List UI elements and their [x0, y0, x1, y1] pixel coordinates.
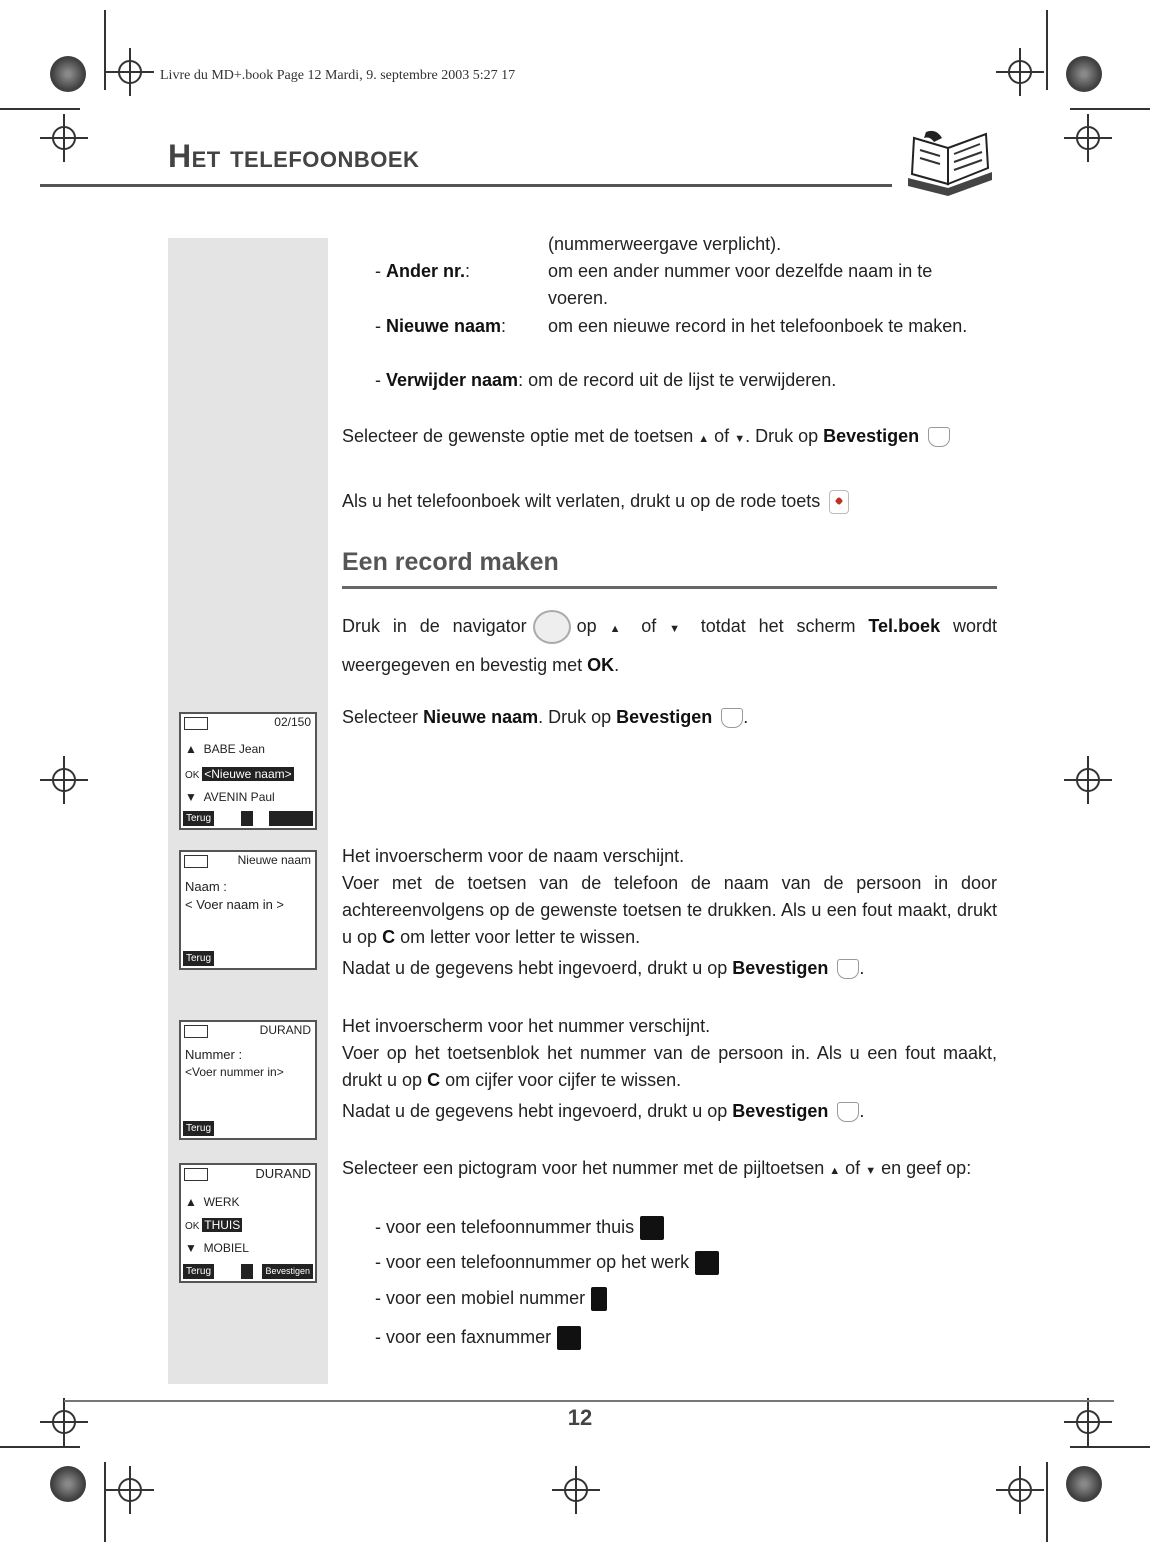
softkey-middle: [241, 1264, 253, 1279]
phonebook-screen-icon: [184, 717, 208, 730]
crop-mark: [0, 1446, 80, 1448]
registration-disc-icon: [50, 56, 86, 92]
crop-mark: [1046, 10, 1048, 90]
softkey-terug: Terug: [183, 1264, 214, 1279]
crosshair-mark-icon: [1076, 1410, 1100, 1434]
step-select-pictogram: Selecteer een pictogram voor het nummer met de pijltoetsen ▲ of ▼ en geef op:: [342, 1158, 972, 1178]
print-info-line: Livre du MD+.book Page 12 Mardi, 9. septembre 2003 5:27 17: [160, 68, 516, 83]
down-arrow-icon: ▼: [669, 623, 688, 635]
page-number: 12: [567, 1405, 593, 1430]
confirm-key-icon: [837, 1102, 859, 1122]
list-item: - voor een faxnummer: [375, 1324, 581, 1351]
up-arrow-icon: ▲: [829, 1165, 841, 1177]
option-desc: (nummerweergave verplicht).: [548, 234, 782, 254]
screen-row: ▲ WERK: [185, 1195, 240, 1209]
crosshair-mark-icon: [118, 1478, 142, 1502]
crop-mark: [104, 10, 106, 90]
screen-row-selected: OK THUIS: [185, 1218, 241, 1232]
red-end-key-icon: [829, 490, 849, 514]
crosshair-mark-icon: [1076, 126, 1100, 150]
crop-mark: [0, 108, 80, 110]
confirm-key-icon: [721, 708, 743, 728]
crop-mark: [1070, 108, 1150, 110]
option-label-nieuwe-naam: - Nieuwe naam:: [375, 316, 507, 336]
option-label-ander-nr: - Ander nr.:: [375, 261, 471, 281]
phone-screen-number-entry: [179, 1020, 317, 1140]
screen-row: ▼ MOBIEL: [185, 1241, 249, 1255]
crosshair-mark-icon: [564, 1478, 588, 1502]
screen-line: Nummer :: [185, 1047, 243, 1062]
screen-header: DURAND: [259, 1023, 311, 1037]
mobile-icon: [591, 1287, 607, 1311]
list-item: - voor een telefoonnummer op het werk: [375, 1249, 719, 1276]
screen-line: < Voer naam in >: [185, 897, 285, 912]
screen-line: <Voer nummer in>: [185, 1065, 284, 1079]
option-verwijder-naam: - Verwijder naam: om de record uit de lijst te verwijderen.: [375, 370, 837, 390]
work-icon: [695, 1251, 719, 1275]
list-item: - voor een mobiel nummer: [375, 1285, 607, 1312]
crosshair-mark-icon: [52, 126, 76, 150]
option-desc: om een ander nummer voor dezelfde naam in te voeren.: [548, 261, 933, 308]
step-enter-number: Het invoerscherm voor het nummer verschijnt. Voer op het toetsenblok het nummer van de persoon in. Als u een fout maakt, drukt u op C om cijfer voor cijfer te wissen. Nadat u de gegevens hebt ingevoerd, drukt u op Bevestigen .: [342, 1016, 997, 1121]
registration-disc-icon: [50, 1466, 86, 1502]
title-divider: [40, 184, 892, 187]
fax-icon: [557, 1326, 581, 1350]
option-desc: om een nieuwe record in het telefoonboek te maken.: [548, 316, 968, 336]
step-enter-name: Het invoerscherm voor de naam verschijnt. Voer met de toetsen van de telefoon de naam van de persoon in door achtereenvolgens op de gewenste toetsen te drukken. Als u een fout maakt, drukt u op C om letter voor letter te wissen. Nadat u de gegevens hebt ingevoerd, drukt u op Bevestigen .: [342, 846, 997, 978]
softkey-terug: Terug: [183, 811, 214, 826]
section-heading: Een record maken: [342, 548, 559, 576]
crop-mark: [1070, 1446, 1150, 1448]
phone-screen-list: [179, 712, 317, 830]
down-arrow-icon: ▼: [865, 1165, 877, 1177]
softkey-terug: Terug: [183, 951, 214, 966]
registration-disc-icon: [1066, 56, 1102, 92]
phone-screen-name-entry: [179, 850, 317, 970]
select-paragraph: Selecteer de gewenste optie met de toetsen ▲ of ▼. Druk op Bevestigen: [342, 420, 997, 456]
section-divider: [342, 586, 997, 589]
screen-row-selected: OK <Nieuwe naam>: [185, 767, 292, 781]
phonebook-icon: [902, 128, 998, 198]
navigator-key-icon: [533, 610, 571, 644]
softkey-bevestigen: Bevestigen: [262, 1264, 313, 1279]
footer-divider: [64, 1400, 1114, 1402]
confirm-key-icon: [837, 959, 859, 979]
crosshair-mark-icon: [1076, 768, 1100, 792]
exit-paragraph: Als u het telefoonboek wilt verlaten, drukt u op de rode toets: [342, 488, 997, 515]
page-title: Het telefoonboek: [168, 138, 420, 174]
softkey-terug: Terug: [183, 1121, 214, 1136]
crop-mark: [1046, 1462, 1048, 1542]
phonebook-screen-icon: [184, 1168, 208, 1181]
phone-screen-pictogram: [179, 1163, 317, 1283]
phonebook-screen-icon: [184, 855, 208, 868]
crop-mark: [104, 1462, 106, 1542]
softkey-right: [269, 811, 313, 826]
crosshair-mark-icon: [1008, 60, 1032, 84]
registration-disc-icon: [1066, 1466, 1102, 1502]
up-arrow-icon: ▲: [698, 433, 710, 445]
phonebook-screen-icon: [184, 1025, 208, 1038]
screen-header: Nieuwe naam: [237, 853, 311, 867]
softkey-middle: [241, 811, 253, 826]
list-item: - voor een telefoonnummer thuis: [375, 1214, 664, 1241]
confirm-key-icon: [928, 427, 950, 447]
screen-row: ▲ BABE Jean: [185, 742, 265, 756]
up-arrow-icon: ▲: [609, 623, 629, 635]
crosshair-mark-icon: [52, 768, 76, 792]
home-icon: [640, 1216, 664, 1240]
screen-row: ▼ AVENIN Paul: [185, 790, 275, 804]
crosshair-mark-icon: [118, 60, 142, 84]
down-arrow-icon: ▼: [734, 433, 746, 445]
step-select-new-name: Selecteer Nieuwe naam. Druk op Bevestigen .: [342, 707, 749, 727]
screen-header: DURAND: [255, 1166, 311, 1181]
screen-line: Naam :: [185, 879, 227, 894]
navigator-paragraph: Druk in de navigator op ▲ of ▼ totdat het scherm Tel.boek wordt weergegeven en bevestig met OK.: [342, 608, 997, 683]
crosshair-mark-icon: [1008, 1478, 1032, 1502]
screen-counter: 02/150: [274, 715, 311, 729]
crosshair-mark-icon: [52, 1410, 76, 1434]
